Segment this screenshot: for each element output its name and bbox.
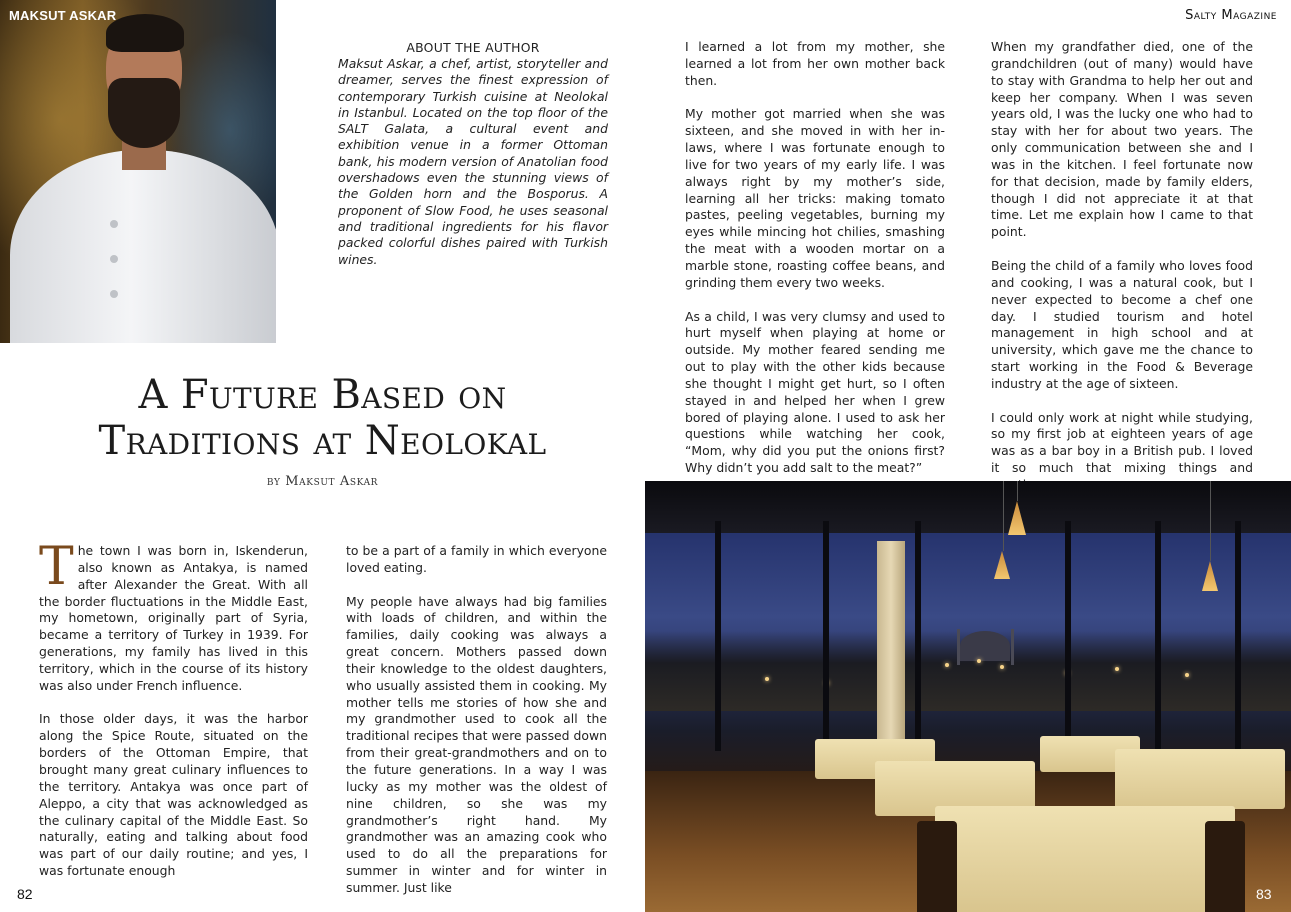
window-frame [915, 521, 921, 751]
window-frame [715, 521, 721, 751]
lamp-wire [1003, 481, 1004, 551]
window-frame [1065, 521, 1071, 751]
drop-cap: T [39, 537, 74, 597]
dining-table [1115, 749, 1285, 809]
hair [106, 14, 184, 52]
paragraph: My people have always had big families with loads of children, and within the families, daily cooking was always a great concern. Mothers passed down their knowledge to the oldest daughters, who usually assisted them in cooking. My mother tells me stories of how she and my grandmother used to cook all the traditional recipes that were passed down from their great-grandmothers and on to the future generations. In a way I was lucky as my mother was the oldest of nine children, so she was my grandmother’s right hand. My grandmother was an amazing cook who used to do all the preparations for summer in winter and for winter in summer. Just like [346, 593, 607, 895]
paragraph: When my grandfather died, one of the grandchildren (out of many) would have to stay with Grandma to help her out and keep her company. When I was seven years old, I was the lucky one who had to stay with her for about two years. The only communication between she and I was in the kitchen. I feel fortunate now for that decision, made by family elders, though I did not appreciate it at that time. Let me explain how I came to that point. [991, 39, 1253, 240]
city-light [1185, 673, 1189, 677]
curtain [877, 541, 905, 771]
column-4 [991, 39, 1253, 494]
city-light [945, 663, 949, 667]
author-label: MAKSUT ASKAR [9, 8, 117, 23]
chair [917, 821, 957, 912]
city-light [765, 677, 769, 681]
chef-coat [10, 150, 276, 343]
paragraph: My mother got married when she was sixteen, and she moved in with her in-laws, where I was fortunate enough to live for two years of my early life. I was always right by my mother’s side, learning all her tricks: making tomato pastes, peeling vegetables, burning my eyes while mincing hot chilies, smashing the meat with a wooden mortar on a marble stone, roasting coffee beans, and grinding them every two weeks. [685, 106, 945, 290]
window-frame [1155, 521, 1161, 751]
ceiling [645, 481, 1291, 533]
paragraph: As a child, I was very clumsy and used to hurt myself when playing at home or outside. My mother feared sending me out to play with the other kids because she thought I might get hurt, so I often stayed in and helped her when I grew bored of playing alone. I used to ask her questions while watching her cook, “Mom, why did you put the onions first? Why didn’t you add salt to the meat?” [685, 308, 945, 476]
city-light [977, 659, 981, 663]
title-line-2: Traditions at Neolokal [98, 418, 547, 464]
window-frame [823, 521, 829, 751]
mosque-dome [960, 631, 1010, 661]
paragraph: Being the child of a family who loves food and cooking, I was a natural cook, but I never expected to become a chef one day. I studied tourism and hotel management in high school and at university, which gave me the chance to start working in the Food & Beverage industry at the age of sixteen. [991, 257, 1253, 391]
column-2 [346, 543, 607, 897]
page-number-right: 83 [1256, 886, 1272, 902]
window-frame [1235, 521, 1241, 751]
paragraph: to be a part of a family in which everyone loved eating. [346, 543, 607, 575]
dining-table [935, 806, 1235, 912]
lamp-wire [1017, 481, 1018, 501]
restaurant-photo [645, 481, 1291, 912]
city-light [1115, 667, 1119, 671]
coat-button [110, 220, 118, 228]
coat-button [110, 255, 118, 263]
page-number-left: 82 [17, 886, 33, 902]
about-body: Maksut Askar, a chef, artist, storyteller and dreamer, serves the finest expression of contemporary Turkish cuisine at Neolokal in Istanbul. Located on the top floor of the SALT Galata, a cultural event and exhibition venue in a former Ottoman bank, his modern version of Anatolian food overshadows even the stunning views of the Golden horn and the Bosporus. A proponent of Slow Food, he uses seasonal and traditional ingredients for his flavor packed colorful dishes paired with Turkish wines. [338, 56, 608, 267]
minaret [1011, 629, 1014, 665]
author-photo [0, 0, 276, 343]
column-1 [39, 537, 308, 880]
magazine-name: Salty Magazine [1185, 8, 1277, 23]
paragraph: In those older days, it was the harbor along the Spice Route, situated on the borders of the Ottoman Empire, that brought many great culinary influences to the territory. Antakya was once part of Aleppo, a city that was acknowledged as the culinary capital of the Middle East. So naturally, eating and talking about food was part of our daily routine; and yes, I was fortunate enough [39, 711, 308, 879]
chair [1205, 821, 1245, 912]
title-line-1: A Future Based on [138, 372, 507, 418]
lamp-wire [1210, 481, 1211, 561]
column-3 [685, 39, 945, 477]
about-title: ABOUT THE AUTHOR [406, 40, 540, 55]
paragraph: I could only work at night while studying, so my first job at eighteen years of age was as a bar boy in a British pub. I loved it so much that mixing things and [991, 409, 1253, 476]
minaret [957, 629, 960, 665]
byline: by Maksut Askar [266, 474, 379, 489]
coat-button [110, 290, 118, 298]
article-title [40, 372, 605, 464]
paragraph: The town I was born in, Iskenderun, also known as Antakya, is named after Alexander the Great. With all the border fluctuations in the Middle East, my hometown, originally part of Syria, became a territory of Turkey in 1939. For generations, my family has lived in this territory, which in the course of its history was also under French influence. [39, 537, 308, 693]
beard [108, 78, 180, 148]
city-light [1000, 665, 1004, 669]
paragraph: I learned a lot from my mother, she learned a lot from her own mother back then. [685, 39, 945, 88]
